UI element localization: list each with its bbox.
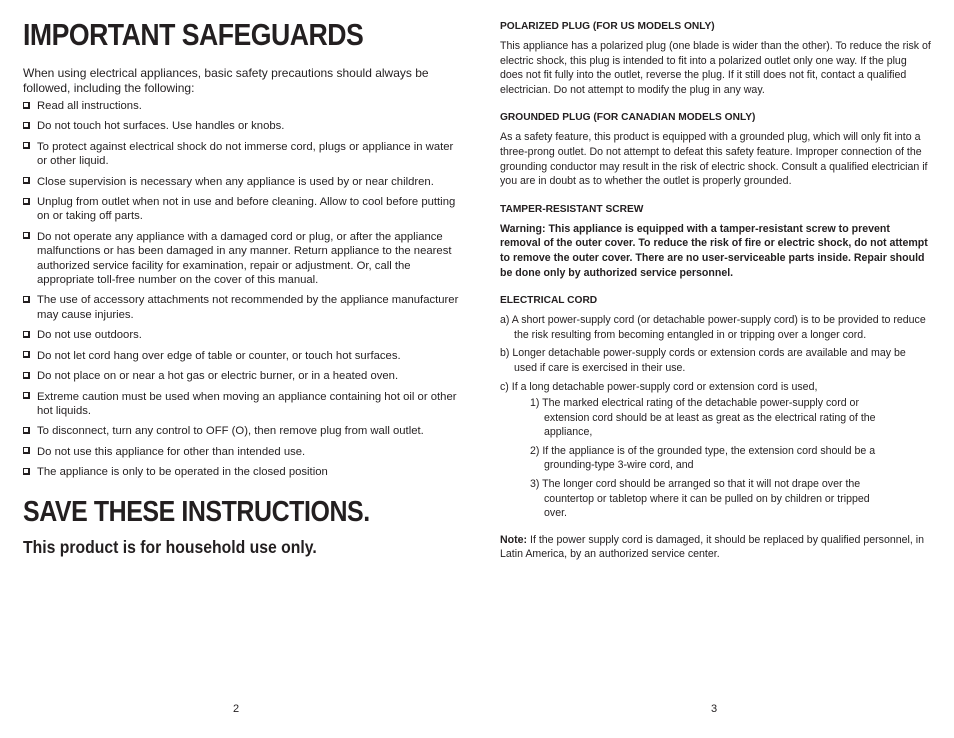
list-item: 2) If the appliance is of the grounded type, the extension cord should be a grounding-type 3-wire cord, and	[530, 444, 876, 472]
cord-sublist	[514, 396, 882, 521]
section-heading: TAMPER-RESISTANT SCREW	[500, 203, 644, 215]
list-item: The appliance is only to be operated in the closed position	[23, 465, 459, 479]
checkbox-icon	[23, 296, 30, 303]
household-use-notice: This product is for household use only.	[23, 536, 317, 557]
checkbox-icon	[23, 372, 30, 379]
note-text: If the power supply cord is damaged, it should be replaced by qualified personnel, in Latin America, by an authorized service center.	[500, 533, 924, 561]
checkbox-icon	[23, 142, 30, 149]
list-item: Do not touch hot surfaces. Use handles or knobs.	[23, 119, 459, 133]
list-item: Close supervision is necessary when any appliance is used by or near children.	[23, 175, 459, 189]
cord-list	[500, 313, 930, 521]
checkbox-icon	[23, 392, 30, 399]
section-heading: ELECTRICAL CORD	[500, 295, 598, 307]
checkbox-icon	[23, 122, 30, 129]
checkbox-icon	[23, 232, 30, 239]
checkbox-icon	[23, 447, 30, 454]
list-item: To protect against electrical shock do not immerse cord, plugs or appliance in water or other liquid.	[23, 140, 459, 169]
checkbox-icon	[23, 198, 30, 205]
page-title: IMPORTANT SAFEGUARDS	[23, 17, 364, 52]
section-text: This appliance has a polarized plug (one blade is wider than the other). To reduce the risk of electric shock, this plug is intended to fit into a polarized outlet only one way. If the plug does not fit fully into the outlet, reverse the plug. If it still does not fit, contact a qualified electrician. Do not attempt to modify the plug in any way.	[500, 40, 931, 96]
section-heading: POLARIZED PLUG (FOR US MODELS ONLY)	[500, 21, 715, 32]
safeguards-list	[23, 99, 459, 480]
list-item: To disconnect, turn any control to OFF (O), then remove plug from wall outlet.	[23, 424, 459, 438]
tamper-resistant-section	[500, 203, 954, 280]
checkbox-icon	[23, 351, 30, 358]
polarized-plug-section	[500, 20, 954, 97]
section-heading: GROUNDED PLUG (FOR CANADIAN MODELS ONLY)	[500, 112, 756, 124]
checkbox-icon	[23, 468, 30, 475]
list-item: Read all instructions.	[23, 99, 459, 113]
list-item: Do not place on or near a hot gas or electric burner, or in a heated oven.	[23, 369, 459, 383]
electrical-cord-section	[500, 294, 954, 521]
list-item: Extreme caution must be used when moving an appliance containing hot oil or other hot liquids.	[23, 390, 459, 419]
list-item: a) A short power-supply cord (or detachable power-supply cord) is to be provided to reduce the risk resulting from becoming entangled in or tripping over a longer cord.	[500, 314, 926, 341]
warning-text: Warning: This appliance is equipped with a tamper-resistant screw to prevent removal of the outer cover. To reduce the risk of fire or electric shock, do not attempt to remove the outer cover. There are no user-serviceable parts inside. Repair should be done only by authorized service personnel.	[500, 222, 928, 279]
list-item: The use of accessory attachments not recommended by the appliance manufacturer may cause injuries.	[23, 293, 459, 322]
list-item: Unplug from outlet when not in use and before cleaning. Allow to cool before putting on or taking off parts.	[23, 195, 459, 224]
list-item: Do not use this appliance for other than intended use.	[23, 445, 459, 459]
checkbox-icon	[23, 427, 30, 434]
list-item: Do not operate any appliance with a damaged cord or plug, or after the appliance malfunctions or has been damaged in any manner. Return appliance to the nearest authorized service facility for examination, repair or adjustment. Or, call the appropriate toll-free number on the cover of this manual.	[23, 230, 459, 288]
list-item: Do not use outdoors.	[23, 328, 459, 342]
right-page	[477, 0, 954, 738]
list-item: 1) The marked electrical rating of the detachable power-supply cord or extension cord should be at least as great as the electrical rating of the appliance,	[530, 397, 876, 439]
list-item: c) If a long detachable power-supply cord or extension cord is used, 1) The marked electrical rating of the detachable power-supply cord or extension cord should be at least as great as the electrical rating of the appliance, 2) If the appliance is of the grounded type, the extension cord should be a grounding-type 3-wire cord, and 3) The longer cord should be arranged so that it will not drape over the countertop or tabletop where it can be pulled on by children or tripped over.	[500, 380, 930, 521]
note-label: Note:	[500, 533, 528, 546]
save-instructions-heading: SAVE THESE INSTRUCTIONS.	[23, 495, 370, 528]
list-item: Do not let cord hang over edge of table or counter, or touch hot surfaces.	[23, 349, 459, 363]
list-item: 3) The longer cord should be arranged so that it will not drape over the countertop or tabletop where it can be pulled on by children or tripped over.	[530, 478, 870, 520]
note-paragraph	[500, 533, 932, 562]
page-number: 3	[710, 703, 718, 715]
page-number: 2	[232, 703, 240, 715]
checkbox-icon	[23, 331, 30, 338]
intro-text: When using electrical appliances, basic safety precautions should always be followed, including the following:	[23, 66, 429, 95]
grounded-plug-section	[500, 111, 954, 188]
checkbox-icon	[23, 102, 30, 109]
list-item: b) Longer detachable power-supply cords or extension cords are available and may be used if care is exercised in their use.	[500, 347, 906, 374]
section-text: As a safety feature, this product is equipped with a grounded plug, which will only fit into a three-prong outlet. Do not attempt to defeat this safety feature. Improper connection of the grounding conductor may result in the risk of electric shock. Consult a qualified electrician if you are in doubt as to whether the outlet is properly grounded.	[500, 131, 928, 188]
checkbox-icon	[23, 177, 30, 184]
